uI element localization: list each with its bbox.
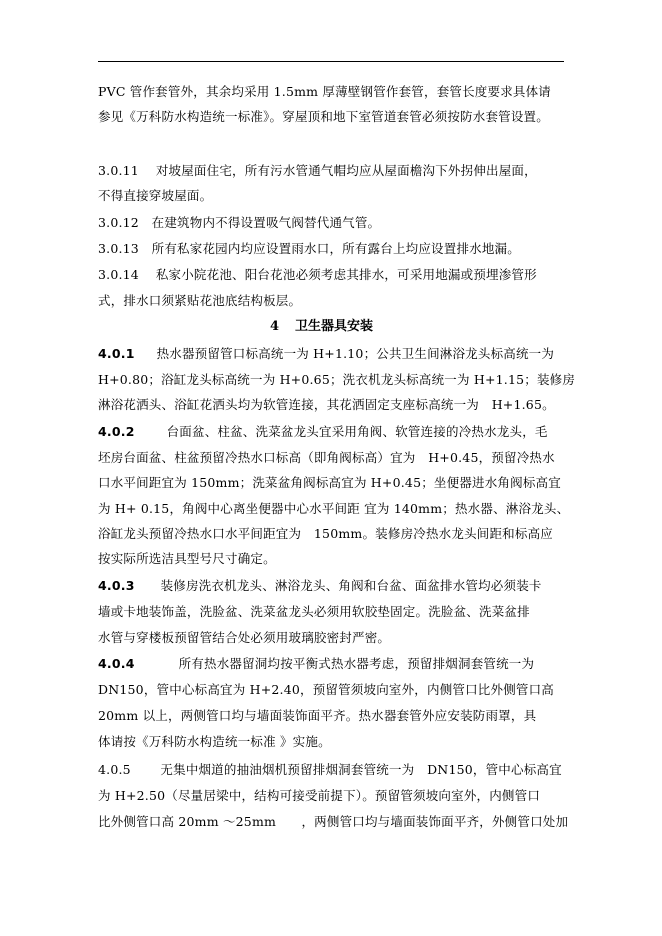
line-text: 所有热水器留洞均按平衡式热水器考虑，预留排烟洞套管统一为 [178,656,535,671]
section-heading [270,319,373,335]
section-number: 4.0.3 [98,578,135,593]
text-line: 浴缸龙头预留冷热水口水平间距宜为 150mm。装修房冷热水龙头间距和标高应 [98,526,553,541]
text-line [98,424,548,440]
heading-number: 4 [270,319,280,334]
text-line: 式，排水口须紧贴花池底结构板层。 [98,293,302,308]
text-line: 为 H+ 0.15，角阀中心离坐便器中心水平间距 宜为 140mm；热水器、淋浴龙头、 [98,501,570,516]
text-line: 3.0.13 所有私家花园内均应设置雨水口，所有露台上均应设置排水地漏。 [98,241,520,256]
text-line: 比外侧管口高 20mm ～25mm ，两侧管口均与墙面装饰面平齐，外侧管口处加 [98,814,569,829]
heading-title: 卫生器具安装 [295,319,374,334]
line-text: 热水器预留管口标高统一为 H+1.10；公共卫生间淋浴龙头标高统一为 [156,346,555,361]
text-line: 水管与穿楼板预留管结合处必须用玻璃胶密封严密。 [98,630,391,645]
text-line: 为 H+2.50（尽量居梁中，结构可接受前提下）。预留管须坡向室外，内侧管口 [98,788,541,803]
text-line: 按实际所选洁具型号尺寸确定。 [98,551,276,566]
section-number: 4.0.4 [98,656,135,671]
line-text: 装修房洗衣机龙头、淋浴龙头、角阀和台盆、面盆排水管均必须装卡 [160,578,542,593]
text-line: 3.0.11 对坡屋面住宅，所有污水管通气帽均应从屋面檐沟下外拐伸出屋面， [98,163,537,178]
text-line [98,578,542,594]
text-line: PVC 管作套管外，其余均采用 1.5mm 厚薄壁钢管作套管，套管长度要求具体请 [98,84,552,99]
text-line: 参见《万科防水构造统一标准》。穿屋顶和地下室管道套管必须按防水套管设置。 [98,109,549,124]
section-number: 4.0.1 [98,346,135,361]
text-line [98,656,534,672]
text-line [98,346,554,362]
text-line: 3.0.14 私家小院花池、阳台花池必须考虑其排水，可采用地漏或预埋渗管形 [98,267,537,282]
text-line: 口水平间距宜为 150mm；洗菜盆角阀标高宜为 H+0.45；坐便器进水角阀标高宜 [98,475,561,490]
text-line: H+0.80；浴缸龙头标高统一为 H+0.65；洗衣机龙头标高统一为 H+1.15；装修房 [98,372,576,387]
text-line: 淋浴花洒头、浴缸花洒头均为软管连接，其花洒固定支座标高统一为 H+1.65。 [98,397,555,412]
text-line: 不得直接穿坡屋面。 [98,188,213,203]
text-line: 20mm 以上，两侧管口均与墙面装饰面平齐。热水器套管外应安装防雨罩，具 [98,708,537,723]
text-line: 3.0.12 在建筑物内不得设置吸气阀替代通气管。 [98,215,381,230]
text-line: 4.0.5 无集中烟道的抽油烟机预留排烟洞套管统一为 DN150，管中心标高宜 [98,762,562,777]
text-line: 坯房台面盆、柱盆预留冷热水口标高（即角阀标高）宜为 H+0.45，预留冷热水 [98,450,555,465]
text-line: DN150，管中心标高宜为 H+2.40，预留管须坡向室外，内侧管口比外侧管口高 [98,682,554,697]
text-line: 体请按《万科防水构造统一标准 》实施。 [98,734,331,749]
text-line: 墙或卡地装饰盖，洗脸盆、洗菜盆龙头必须用软胶垫固定。洗脸盆、洗菜盆排 [98,604,530,619]
line-text: 台面盆、柱盆、洗菜盆龙头宜采用角阀、软管连接的冷热水龙头，毛 [166,424,548,439]
section-number: 4.0.2 [98,424,135,439]
header-rule [98,61,564,62]
